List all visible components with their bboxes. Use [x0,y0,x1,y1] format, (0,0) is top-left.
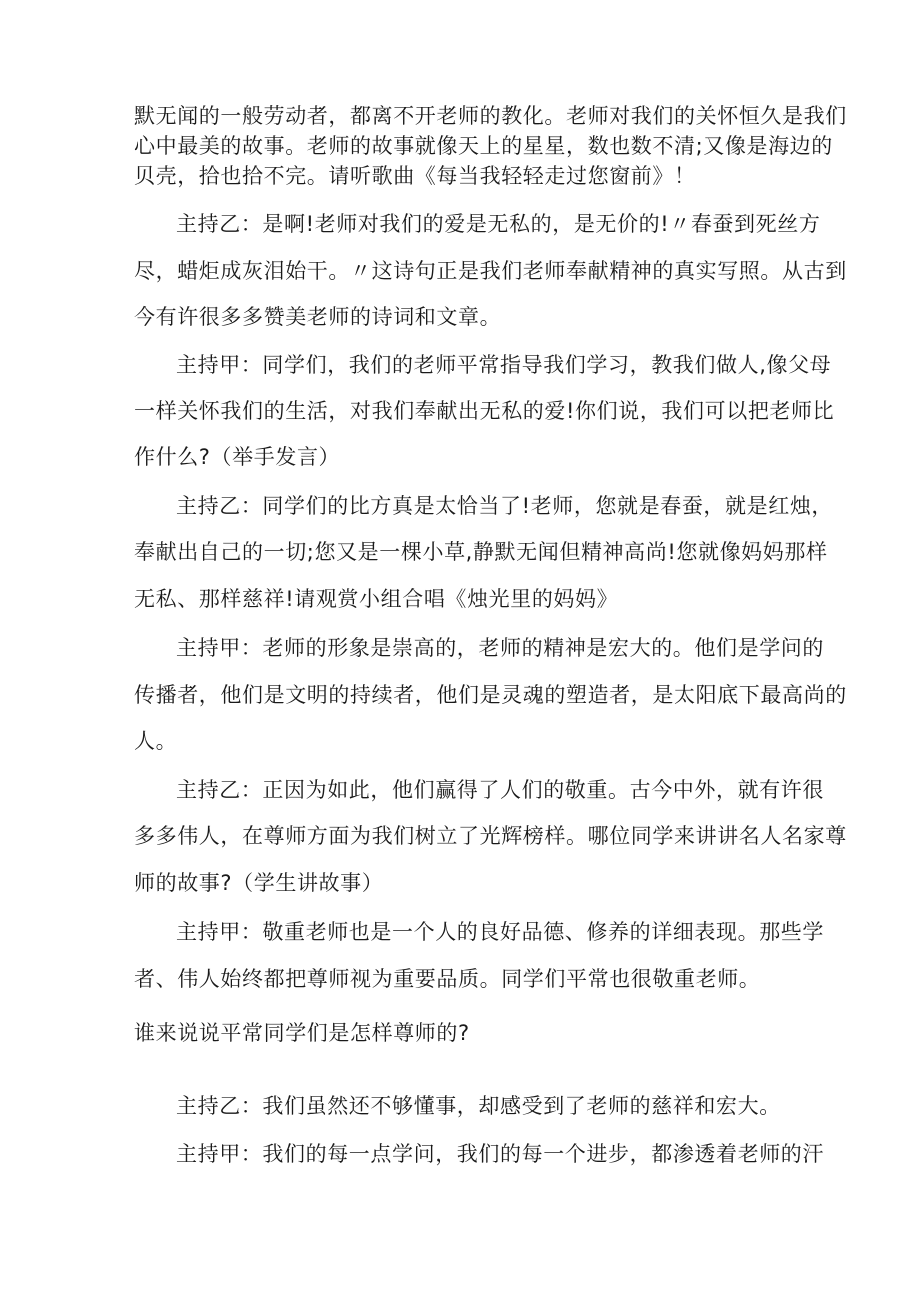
text-line: 主持乙：是啊!老师对我们的爱是无私的，是无价的!〃春蚕到死丝方 [176,212,821,236]
text-line: 者、伟人始终都把尊师视为重要品质。同学们平常也很敬重老师。 [134,967,761,991]
text-line: 尽，蜡炬成灰泪始干。〃这诗句正是我们老师奉献精神的真实写照。从古到 [134,259,847,283]
text-line: 师的故事?（学生讲故事） [134,871,384,895]
text-line: 谁来说说平常同学们是怎样尊师的? [134,1021,470,1045]
text-line: 无私、那样慈祥!请观赏小组合唱《烛光里的妈妈》 [134,587,619,611]
text-line: 主持甲：我们的每一点学问，我们的每一个进步，都渗透着老师的汗 [176,1142,824,1166]
text-line: 今有许很多多赞美老师的诗词和文章。 [134,305,502,329]
text-line: 奉献出自己的一切;您又是一棵小草,静默无闻但精神高尚!您就像妈妈那样 [134,540,828,564]
text-line: 贝壳，拾也拾不完。请听歌曲《每当我轻轻走过您窗前》！ [134,164,696,188]
text-line: 一样关怀我们的生活，对我们奉献出无私的爱!你们说，我们可以把老师比 [134,399,835,423]
text-line: 传播者，他们是文明的持续者，他们是灵魂的塑造者，是太阳底下最高尚的 [134,683,847,707]
text-line: 主持甲：同学们，我们的老师平常指导我们学习，教我们做人,像父母 [176,353,832,377]
text-line: 人。 [134,729,178,753]
text-line: 默无闻的一般劳动者，都离不开老师的教化。老师对我们的关怀恒久是我们 [134,104,847,128]
text-line: 主持乙：我们虽然还不够懂事，却感受到了老师的慈祥和宏大。 [176,1094,781,1118]
text-line: 多多伟人，在尊师方面为我们树立了光辉榜样。哪位同学来讲讲名人名家尊 [134,824,847,848]
text-line: 心中最美的故事。老师的故事就像天上的星星，数也数不清;又像是海边的 [134,134,833,158]
text-line: 主持甲：敬重老师也是一个人的良好品德、修养的详细表现。那些学 [176,920,824,944]
text-line: 主持甲：老师的形象是崇高的，老师的精神是宏大的。他们是学问的 [176,636,824,660]
text-line: 作什么?（举手发言） [134,445,341,469]
text-line: 主持乙：同学们的比方真是太恰当了!老师，您就是春蚕，就是红烛， [176,494,834,518]
text-line: 主持乙：正因为如此，他们赢得了人们的敬重。古今中外，就有许很 [176,778,824,802]
